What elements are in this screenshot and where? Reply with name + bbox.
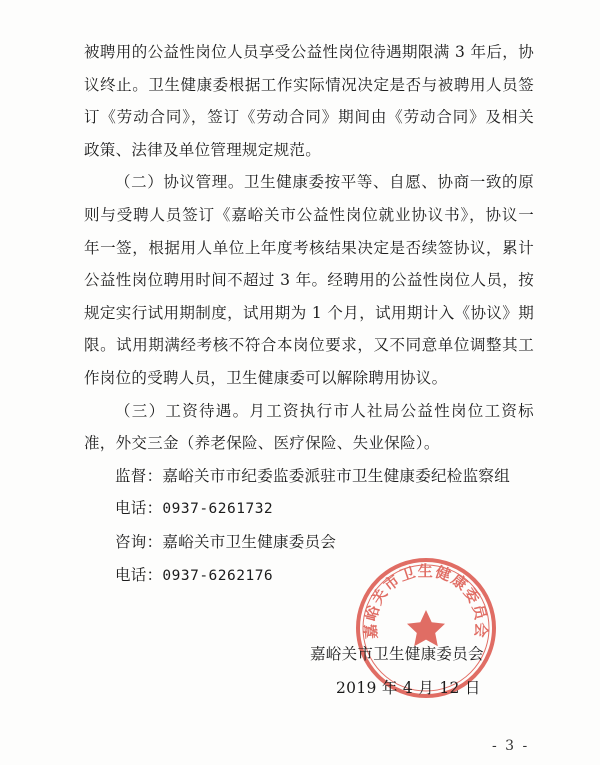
consult-label: 咨询：: [115, 532, 163, 551]
supervision-phone-label: 电话：: [115, 499, 163, 518]
consult-phone-number: 0937-6262176: [162, 567, 274, 584]
document-body: [84, 36, 534, 592]
paragraph-agreement-management: （二）协议管理。卫生健康委按平等、自愿、协商一致的原则与受聘人员签订《嘉峪关市公益性岗位就业协议书》，协议一年一签，根据用人单位上年度考核结果决定是否续签协议，累计公益性岗位聘用时间不超过 3 年。经聘用的公益性岗位人员，按规定实行试用期制度，试用期为 1 个月，试用期计入《协议》期限。试用期满经考核不符合本岗位要求，又不同意单位调整其工作岗位的受聘人员，卫生健康委可以解除聘用协议。: [84, 173, 534, 387]
supervision-label: 监督：: [115, 466, 163, 485]
consult-phone-label: 电话：: [115, 565, 163, 584]
supervision-value: 嘉峪关市市纪委监委派驻市卫生健康委纪检监察组: [162, 466, 511, 485]
paragraph-salary: （三）工资待遇。月工资执行市人社局公益性岗位工资标准，外交三金（养老保险、医疗保险、失业保险）。: [84, 401, 534, 453]
supervision-line: [84, 460, 534, 493]
paragraph-contract-terms: 被聘用的公益性岗位人员享受公益性岗位待遇期限满 3 年后，协议终止。卫生健康委根据工作实际情况决定是否与被聘用人员签订《劳动合同》，签订《劳动合同》期间由《劳动合同》及相关政策、法律及单位管理规定规范。: [84, 43, 534, 159]
page-number: - 3 -: [492, 738, 530, 754]
supervision-phone-number: 0937-6261732: [162, 501, 274, 518]
signature-date: 2019 年 4 月 12 日: [336, 679, 481, 697]
supervision-phone-line: [84, 492, 534, 526]
consult-value: 嘉峪关市卫生健康委员会: [162, 532, 337, 551]
signature-organization: 嘉峪关市卫生健康委员会: [310, 645, 484, 663]
seal-text-path: 嘉峪关市卫生健康委员会: [361, 562, 491, 640]
